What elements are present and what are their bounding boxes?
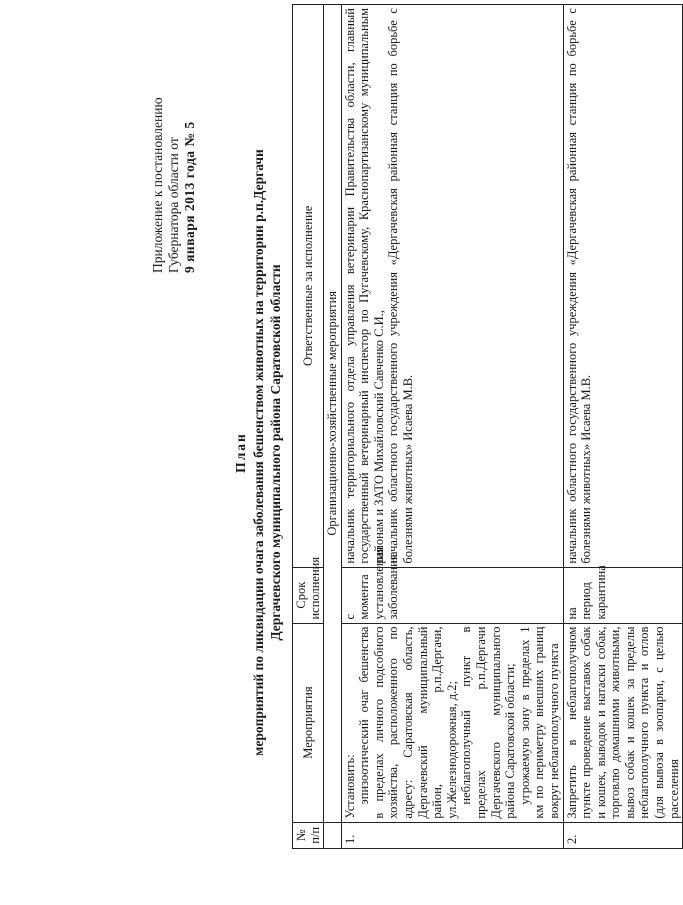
- measures-table: [292, 4, 683, 849]
- row-deadline: на период карантина: [563, 567, 683, 623]
- approval-line-2: Губернатора области от: [166, 137, 181, 273]
- row-num: 1.: [341, 822, 563, 848]
- plan-title: План: [233, 432, 248, 473]
- plan-subtitle-2: Дергачевского муниципального района Саратовской области: [268, 264, 283, 641]
- header-responsible: Ответственные за исполнение: [293, 5, 324, 568]
- table-row: [563, 5, 683, 849]
- row-responsible: начальник областного государственного учреждения «Дергачевская районная станция по борьбе с болезнями животных» Исаева М.В.: [563, 5, 683, 568]
- responsible-paragraph: начальник областного государственного учреждения «Дергачевская районная станция по борьбе с болезнями животных» Исаева М.В.: [386, 8, 415, 564]
- table-header-row: [293, 5, 324, 849]
- table-row: [341, 5, 563, 849]
- measure-intro: Установить:: [342, 754, 357, 819]
- approval-date: 9 января 2013 года № 5: [182, 121, 197, 273]
- measure-paragraph: эпизоотический очаг бешенства в пределах личного подсобного хозяйства, расположенного по адресу: Саратовская область, Дергачевский муниципальный район, р.п.Дергачи, ул.Железнодорожная, д.2;: [357, 626, 459, 819]
- row-measure: Запретить в неблагополучном пункте проведение выставок собак и кошек, выводок и натаски собак, торговлю домашними животными, вывоз собак и кошек за пределы неблагополучного пункта и отлов (для вывоза в зоопарки, с целью расселения: [563, 623, 683, 822]
- header-num: № п/п: [293, 822, 324, 848]
- row-deadline: с момента установления заболевания: [341, 567, 563, 623]
- responsible-paragraph: начальник территориального отдела управления ветеринарии Правительства области, главный государственный ветеринарный инспектор по Пугачевскому, Краснопартизанскому муниципальным районам и ЗАТО Михайловский Савченко С.И.,: [342, 8, 386, 564]
- section-row: [324, 5, 342, 849]
- header-deadline: Срок исполнения: [293, 567, 324, 623]
- approval-line-1: Приложение к постановлению: [150, 97, 165, 273]
- section-title: Организационно-хозяйственные мероприятия: [324, 5, 342, 823]
- measure-paragraph: угрожаемую зону в пределах 1 км по периметру внешних границ вокруг неблагополучного пункта: [517, 626, 561, 819]
- plan-subtitle-1: мероприятий по ликвидации очага заболевания бешенством животных на территории р.п.Дергачи: [251, 149, 266, 756]
- row-measure: [341, 623, 563, 822]
- row-num: 2.: [563, 822, 683, 848]
- approval-block: [150, 33, 198, 273]
- header-measures: Мероприятия: [293, 623, 324, 822]
- measure-paragraph: неблагополучный пункт в пределах р.п.Дергачи Дергачевского муниципального района Саратовской области;: [459, 626, 518, 819]
- row-responsible: [341, 5, 563, 568]
